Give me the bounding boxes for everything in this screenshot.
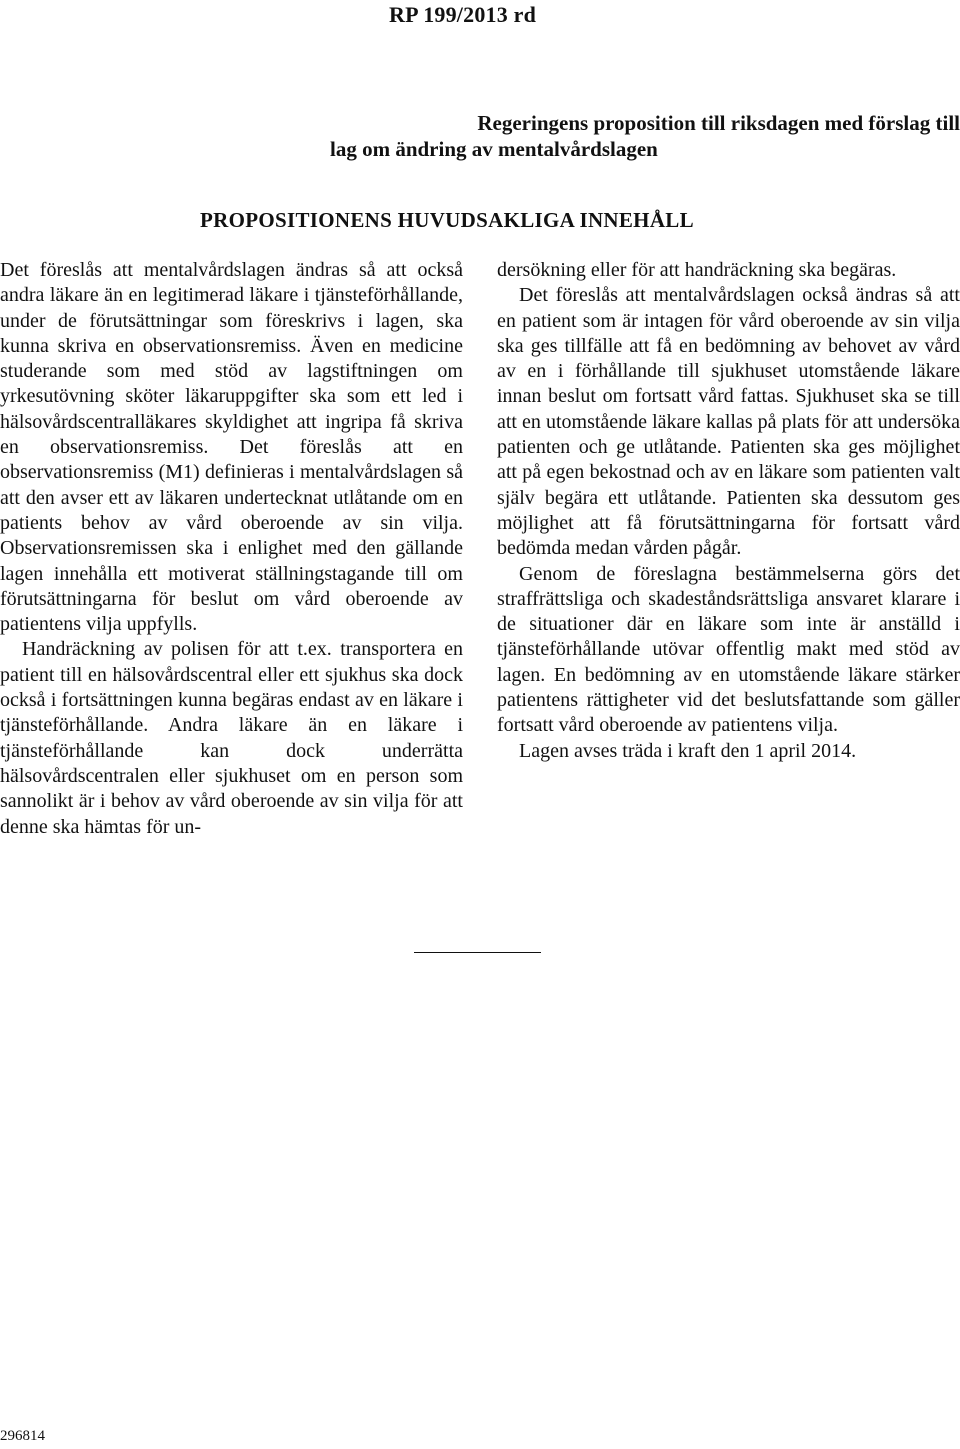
- left-paragraph-1: Det föreslås att mentalvårdslagen ändras så att också andra läkare än en legitimerad läkare i tjänsteförhållande, under de förutsättningar som föreskrivs i lagen, ska kunna skriva en observationsremiss. Även en medicine studerande som med stöd av lagstiftningen om yrkesutövning sköter läkaruppgifter ska som ett led i hälsovårdscentralläkares skyldighet att ingripa få skriva en observationsremiss. Det föreslås att en observationsremiss (M1) definieras i mentalvårdslagen så att den avser ett av läkaren undertecknat utlåtande om en patients behov av vård oberoende av sin vilja. Observationsremissen ska i enlighet med den gällande lagen innehålla ett motiverat ställningstagande till om förutsättningarna för beslut om vård oberoende av patientens vilja uppfylls.: [0, 259, 463, 636]
- document-id: RP 199/2013 rd: [389, 2, 537, 27]
- right-paragraph-2: Det föreslås att mentalvårdslagen också ändras så att en patient som är intagen för vård oberoende av sin vilja ska ges tillfälle att få en bedömning av behovet av vård av en i förhållande till sjukhuset utomstående läkare innan beslut om fortsatt vård fattas. Sjukhuset ska se till att en utomstående läkare kallas på plats för att undersöka patienten och ge utlåtande. Patienten ska ges möjlighet att på egen bekostnad och av en läkare som patienten valt själv begära ett utlåtande. Patienten ska dessutom ges möjlighet att få förutsättningarna för fortsatt vård bedömda medan vården pågår.: [497, 284, 960, 560]
- page-code: 296814: [0, 1428, 45, 1444]
- section-heading: PROPOSITIONENS HUVUDSAKLIGA INNEHÅLL: [200, 208, 694, 232]
- left-paragraph-2: Handräckning av polisen för att t.ex. transportera en patient till en hälsovårdscentral eller ett sjukhus ska dock också i fortsättningen kunna begäras endast av en läkare i tjänsteförhållande. Andra läkare än en läkare i tjänsteförhållande kan dock underrätta hälsovårdscentralen eller sjukhuset om en person som sannolikt är i behov av vård oberoende av sin vilja för att denne ska hämtas för un-: [0, 638, 463, 838]
- title-line-1: Regeringens proposition till riksdagen med förslag till: [477, 111, 960, 135]
- right-paragraph-3: Genom de föreslagna bestämmelserna görs det straffrättsliga och skadeståndsrättsliga ansvaret klarare i de situationer där en läkare som inte är anställd i tjänsteförhållande utövar offentlig makt med stöd av lagen. En bedömning av en utomstående läkare stärker patientens rättigheter vid det beslutsfattande som gäller fortsatt vård oberoende av patientens vilja.: [497, 562, 960, 737]
- end-divider: [414, 952, 541, 953]
- right-paragraph-1: dersökning eller för att handräckning ska begäras.: [497, 259, 897, 281]
- right-paragraph-4: Lagen avses träda i kraft den 1 april 2014.: [519, 739, 857, 762]
- title-line-2: lag om ändring av mentalvårdslagen: [330, 137, 658, 161]
- left-column: [0, 258, 463, 840]
- right-column: [497, 258, 960, 764]
- document-title: [330, 110, 960, 162]
